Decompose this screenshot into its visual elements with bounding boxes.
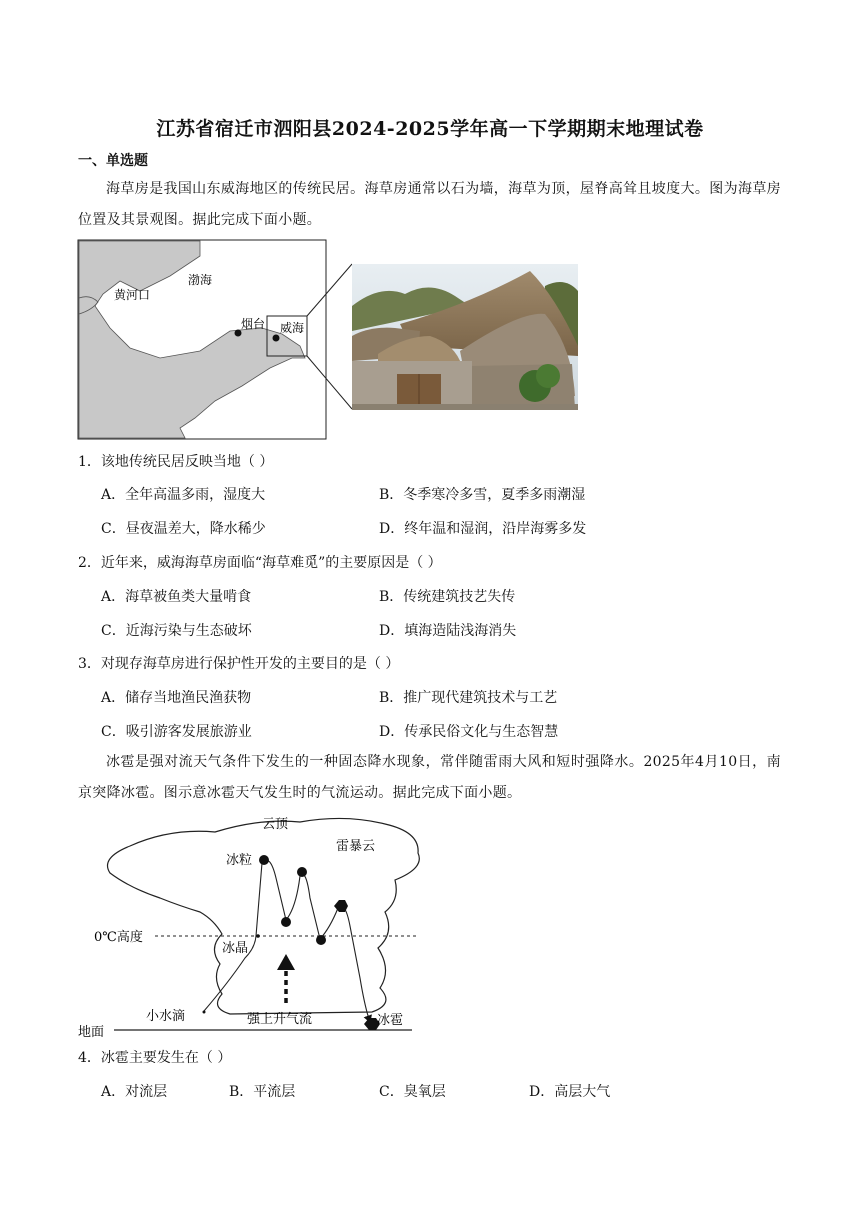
section-heading: 一、单选题 [78, 153, 148, 169]
question-3-stem: 3．对现存海草房进行保护性开发的主要目的是（ ） [78, 656, 400, 672]
q3-option-c[interactable]: C．吸引游客发展旅游业 [101, 724, 252, 740]
label-thundercloud: 雷暴云 [336, 839, 376, 854]
ice-particle-3 [297, 867, 307, 877]
seaweed-house-photo [352, 264, 578, 410]
q4-option-b[interactable]: B．平流层 [229, 1084, 296, 1100]
q1-option-b[interactable]: B．冬季寒冷多雪，夏季多雨潮湿 [379, 487, 586, 503]
hail-airflow-diagram [0, 808, 860, 1043]
label-droplet: 小水滴 [146, 1009, 186, 1024]
q1-option-c[interactable]: C．昼夜温差大，降水稀少 [101, 521, 266, 537]
label-updraft: 强上升气流 [247, 1012, 313, 1027]
yantai-dot [235, 330, 242, 337]
q4-option-d[interactable]: D．高层大气 [529, 1084, 611, 1100]
label-yantai: 烟台 [241, 317, 266, 331]
label-hail: 冰雹 [377, 1013, 404, 1028]
q2-option-b[interactable]: B．传统建筑技艺失传 [379, 589, 516, 605]
ice-particle-4 [316, 935, 326, 945]
label-yellow-river-mouth: 黄河口 [114, 288, 151, 302]
location-map-figure [0, 236, 860, 446]
q3-option-a[interactable]: A．储存当地渔民渔获物 [101, 690, 252, 706]
exam-title: 江苏省宿迁市泗阳县2024-2025学年高一下学期期末地理试卷 [156, 118, 704, 140]
q1-option-a[interactable]: A．全年高温多雨，湿度大 [101, 487, 266, 503]
weihai-dot [273, 335, 280, 342]
label-ice-particle: 冰粒 [226, 853, 253, 868]
question-1-stem: 1．该地传统民居反映当地（ ） [78, 454, 274, 470]
question-4-stem: 4．冰雹主要发生在（ ） [78, 1050, 232, 1066]
ice-particle-1 [259, 855, 269, 865]
question-2-stem: 2．近年来，威海海草房面临“海草难觅”的主要原因是（ ） [78, 555, 442, 571]
label-ground: 地面 [78, 1025, 105, 1040]
label-ice-crystal: 冰晶 [222, 941, 249, 956]
passage-1: 海草房是我国山东威海地区的传统民居。海草房通常以石为墙，海草为顶，屋脊高耸且坡度大。图为海草房位置及其景观图。据此完成下面小题。 [78, 181, 781, 228]
q2-option-d[interactable]: D．填海造陆浅海消失 [379, 623, 517, 639]
label-bohai: 渤海 [188, 273, 213, 287]
ice-particle-2 [281, 917, 291, 927]
label-cloud-top: 云顶 [262, 817, 289, 832]
q2-option-c[interactable]: C．近海污染与生态破坏 [101, 623, 252, 639]
ice-particle-hexagon [334, 900, 348, 912]
q3-option-b[interactable]: B．推广现代建筑技术与工艺 [379, 690, 558, 706]
q4-option-a[interactable]: A．对流层 [101, 1084, 168, 1100]
label-weihai: 威海 [280, 321, 305, 335]
passage-2: 冰雹是强对流天气条件下发生的一种固态降水现象，常伴随雷雨大风和短时强降水。2025年4月10日，南京突降冰雹。图示意冰雹天气发生时的气流运动。据此完成下面小题。 [78, 754, 781, 801]
label-zero-height: 0℃高度 [94, 930, 143, 945]
q2-option-a[interactable]: A．海草被鱼类大量啃食 [101, 589, 252, 605]
q3-option-d[interactable]: D．传承民俗文化与生态智慧 [379, 724, 559, 740]
q1-option-d[interactable]: D．终年温和湿润，沿岸海雾多发 [379, 521, 587, 537]
q4-option-c[interactable]: C．臭氧层 [379, 1084, 446, 1100]
